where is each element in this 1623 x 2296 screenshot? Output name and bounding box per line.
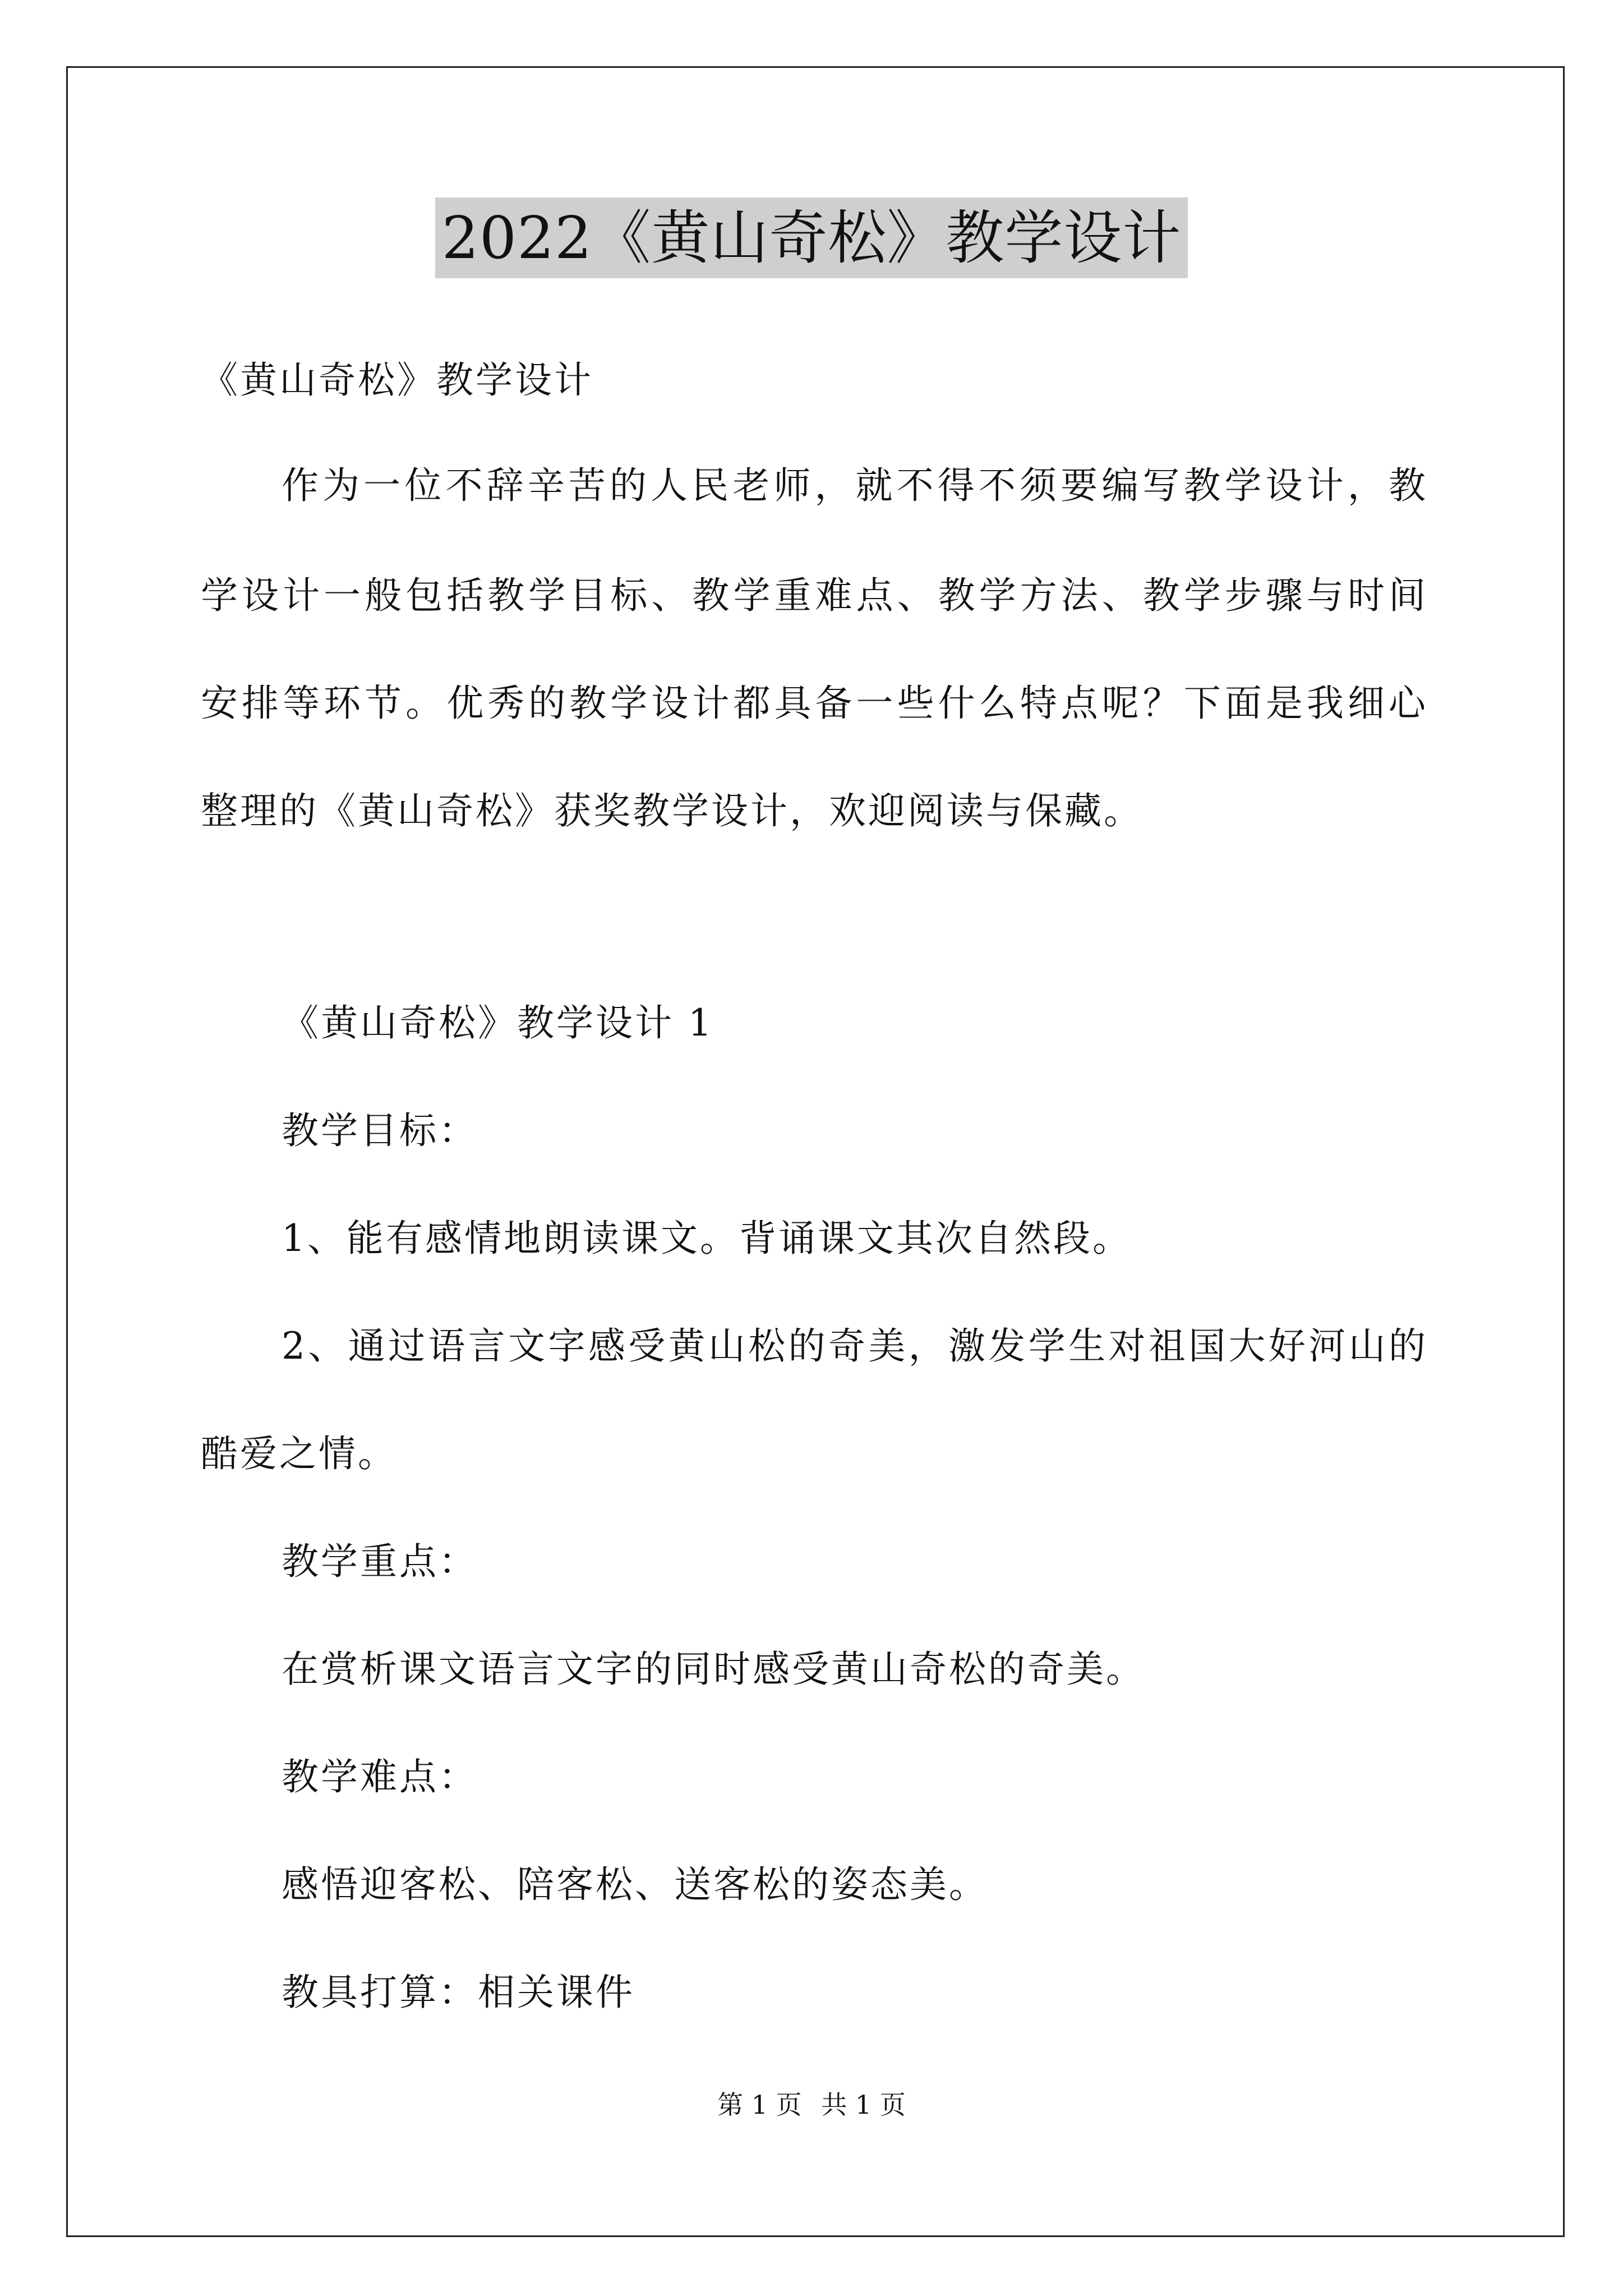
difficulty-label: 教学难点： (282, 1755, 478, 1798)
intro-line-4: 整理的《黄山奇松》获奖教学设计，欢迎阅读与保藏。 (201, 789, 1143, 832)
document-title: 2022《黄山奇松》教学设计 (435, 197, 1188, 278)
section-heading: 《黄山奇松》教学设计 1 (282, 1001, 714, 1045)
document-subtitle: 《黄山奇松》教学设计 (201, 358, 593, 402)
page-footer (0, 2087, 1623, 2123)
key-point-text: 在赏析课文语言文字的同时感受黄山奇松的奇美。 (282, 1648, 1145, 1691)
intro-line-1: 作为一位不辞辛苦的人民老师，就不得不须要编写教学设计，教 (282, 464, 1428, 507)
difficulty-text: 感悟迎客松、陪客松、送客松的姿态美。 (282, 1863, 988, 1906)
intro-line-3: 安排等环节。优秀的教学设计都具备一些什么特点呢？下面是我细心 (201, 682, 1428, 725)
goals-label: 教学目标： (282, 1109, 478, 1152)
key-point-label: 教学重点： (282, 1540, 478, 1583)
goal-2-line-2: 酷爱之情。 (201, 1432, 397, 1475)
page-number-total: 共 1 页 (821, 2090, 906, 2120)
title-wrap (0, 197, 1623, 278)
intro-line-2: 学设计一般包括教学目标、教学重难点、教学方法、教学步骤与时间 (201, 574, 1428, 617)
page-number-current: 第 1 页 (717, 2090, 802, 2120)
tools-text: 教具打算：相关课件 (282, 1971, 635, 2014)
goal-1: 1、能有感情地朗读课文。背诵课文其次自然段。 (282, 1217, 1132, 1260)
goal-2-line-1: 2、通过语言文字感受黄山松的奇美，激发学生对祖国大好河山的 (282, 1324, 1428, 1368)
